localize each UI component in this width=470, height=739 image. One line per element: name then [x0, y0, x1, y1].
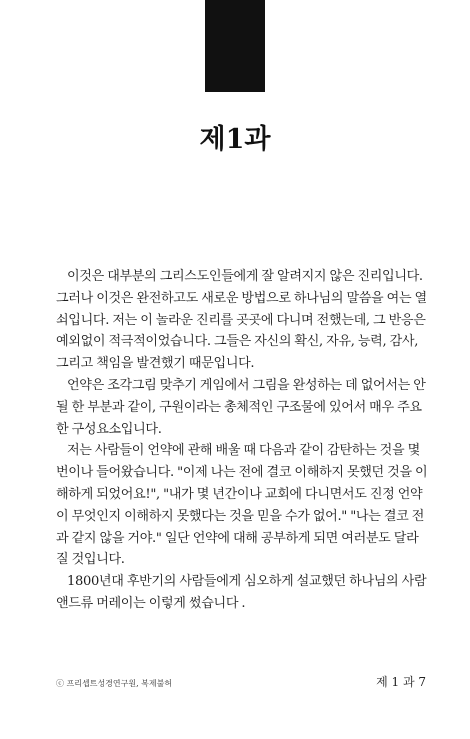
body-text — [56, 266, 428, 615]
text-line: 해하게 되었어요!", "내가 몇 년간이나 교회에 다니면서도 진정 언약 — [56, 486, 423, 502]
text-line: 그러나 이것은 완전하고도 새로운 방법으로 하나님의 말씀을 여는 열 — [56, 290, 427, 306]
text-line: 과 같지 않을 거야." 일단 언약에 대해 공부하게 되면 여러분도 달라 — [56, 530, 419, 546]
text-line: 번이나 들어왔습니다. "이제 나는 전에 결코 이해하지 못했던 것을 이 — [56, 465, 428, 481]
text-line: 1800년대 후반기의 사람들에게 심오하게 설교했던 하나님의 사람 — [67, 574, 427, 590]
text-line: 이 무엇인지 이해하지 못했다는 것을 믿을 수가 없어." "나는 결코 전 — [56, 508, 425, 524]
footer-copyright: ⓒ 프리셉트성경연구원, 복제불허 — [56, 679, 173, 688]
footer-page-number: 제 1 과 7 — [376, 675, 426, 689]
text-line: 될 한 부분과 같이, 구원이라는 총체적인 구조물에 있어서 매우 주요 — [56, 399, 422, 415]
chapter-header-block — [205, 0, 265, 92]
text-line: 쇠입니다. 저는 이 놀라운 진리를 곳곳에 다니며 전했는데, 그 반응은 — [56, 312, 426, 328]
text-line: 앤드류 머레이는 이렇게 썼습니다 . — [56, 595, 246, 611]
text-line: 저는 사람들이 언약에 관해 배울 때 다음과 같이 감탄하는 것을 몇 — [67, 443, 420, 459]
text-line: 그리고 책임을 발견했기 때문입니다. — [56, 356, 255, 372]
text-line: 한 구성요소입니다. — [56, 421, 162, 437]
text-line: 언약은 조각그림 맞추기 게임에서 그림을 완성하는 데 없어서는 안 — [67, 377, 426, 393]
chapter-title: 제1과 — [199, 124, 271, 155]
text-line: 이것은 대부분의 그리스도인들에게 잘 알려지지 않은 진리입니다. — [67, 269, 423, 284]
text-line: 질 것입니다. — [56, 552, 125, 568]
text-line: 예외없이 적극적이었습니다. 그들은 자신의 확신, 자유, 능력, 감사, — [56, 334, 419, 350]
